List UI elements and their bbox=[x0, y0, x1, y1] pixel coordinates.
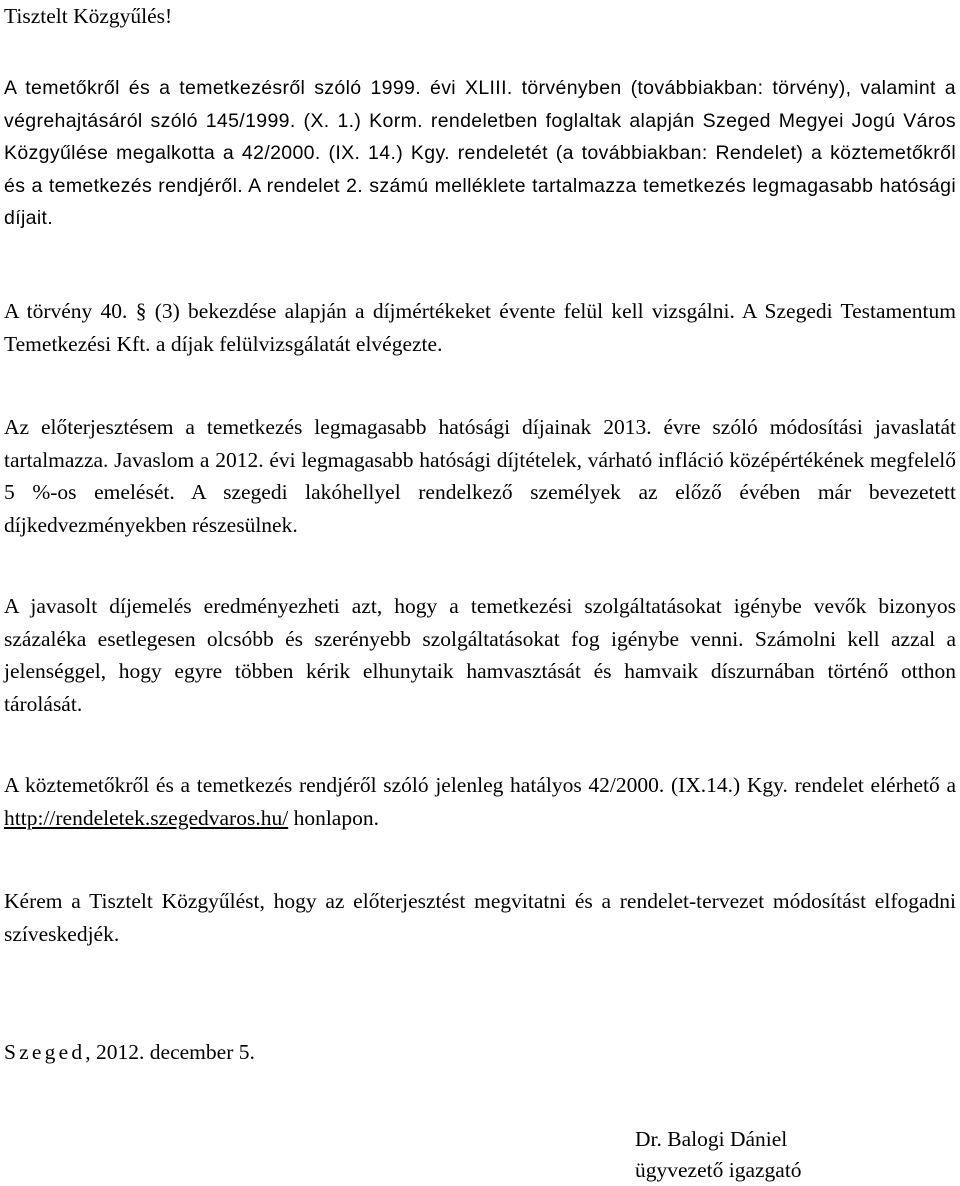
signature-title: ügyvezető igazgató bbox=[635, 1158, 802, 1182]
dateline bbox=[4, 1036, 956, 1069]
paragraph-proposal: Az előterjesztésem a temetkezés legmagasabb hatósági díjainak 2013. évre szóló módosítási javaslatát tartalmazza. Javaslom a 2012. évi legmagasabb hatósági díjtételek, várható infláció középértékének megfelelő 5 %-os emelését. A szegedi lakóhellyel rendelkező személyek az előző évében már bevezetett díjkedvezményekben részesülnek. bbox=[4, 415, 956, 537]
signature-block bbox=[635, 1124, 802, 1186]
regulation-link[interactable]: http://rendeletek.szegedvaros.hu/ bbox=[4, 805, 289, 830]
paragraph-regulation-link bbox=[4, 769, 956, 834]
regulation-text-before: A köztemetőkről és a temetkezés rendjéről szóló jelenleg hatályos 42/2000. (IX.14.) Kgy. rendelet elérhető a bbox=[4, 773, 956, 797]
paragraph-legal-basis: A temetőkről és a temetkezésről szóló 1999. évi XLIII. törvényben (továbbiakban: törvény), valamint a végrehajtásáról szóló 145/1999. (X. 1.) Korm. rendeletben foglaltak alapján Szeged Megyei Jogú Város Közgyűlése megalkotta a 42/2000. (IX. 14.) Kgy. rendeletét (a továbbiakban: Rendelet) a köztemetőkről és a temetkezés rendjéről. A rendelet 2. számú melléklete tartalmazza temetkezés legmagasabb hatósági díjait. bbox=[4, 77, 956, 229]
signature-name: Dr. Balogi Dániel bbox=[635, 1127, 788, 1151]
salutation: Tisztelt Közgyűlés! bbox=[4, 4, 173, 28]
paragraph-consequences: A javasolt díjemelés eredményezheti azt, hogy a temetkezési szolgáltatásokat igénybe vevők bizonyos százaléka esetlegesen olcsóbb és szerényebb szolgáltatásokat fog igénybe venni. Számolni kell azzal a jelenséggel, hogy egyre többen kérik elhunytaik hamvasztását és hamvaik díszurnában történő otthon tárolását. bbox=[4, 594, 956, 716]
dateline-date: , 2012. december 5. bbox=[85, 1040, 255, 1064]
dateline-city: Szeged bbox=[4, 1040, 86, 1064]
paragraph-fee-review: A törvény 40. § (3) bekezdése alapján a díjmértékeket évente felül kell vizsgálni. A Szegedi Testamentum Temetkezési Kft. a díjak felülvizsgálatát elvégezte. bbox=[4, 299, 956, 356]
paragraph-request: Kérem a Tisztelt Közgyűlést, hogy az előterjesztést megvitatni és a rendelet-tervezet módosítást elfogadni szíveskedjék. bbox=[4, 889, 956, 946]
regulation-text-after: honlapon. bbox=[288, 805, 379, 830]
